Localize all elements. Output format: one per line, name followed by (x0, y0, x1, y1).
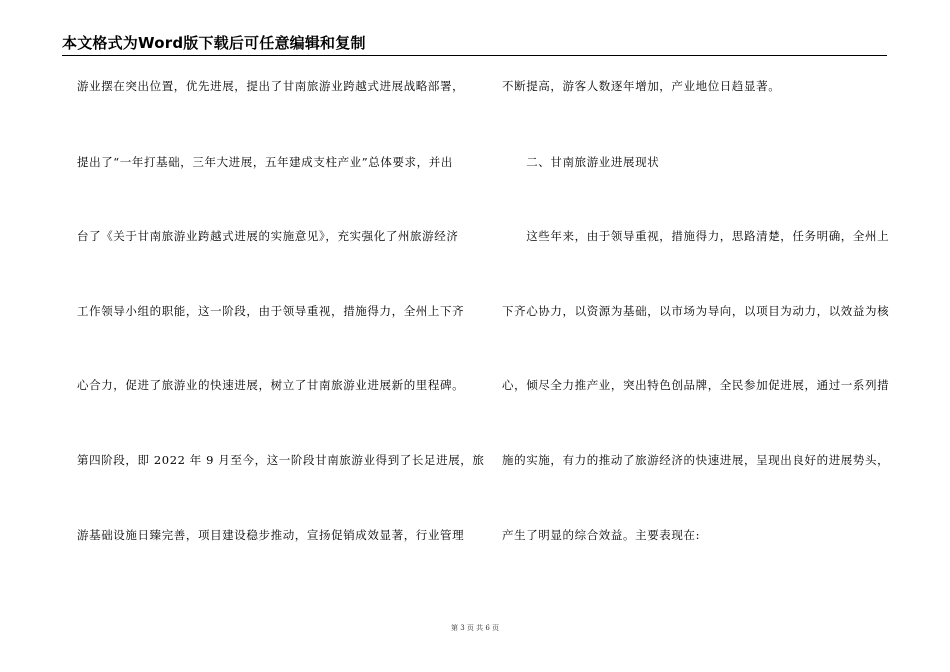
text-line: 第四阶段，即 2022 年 9 月至今，这一阶段甘南旅游业得到了长足进展，旅 (77, 453, 485, 467)
section-heading: 二、甘南旅游业进展现状 (502, 155, 660, 169)
text-line: 这些年来，由于领导重视，措施得力，思路清楚，任务明确，全州上 (502, 229, 890, 243)
text-line: 工作领导小组的职能，这一阶段，由于领导重视，措施得力，全州上下齐 (77, 304, 465, 318)
text-line: 提出了“一年打基础，三年大进展，五年建成支柱产业”总体要求，并出 (77, 155, 453, 169)
text-line: 心合力，促进了旅游业的快速进展，树立了甘南旅游业进展新的里程碑。 (77, 378, 465, 392)
text-line: 心，倾尽全力推产业，突出特色创品牌，全民参加促进展，通过一系列措 (502, 378, 890, 392)
text-line: 施的实施，有力的推动了旅游经济的快速进展，呈现出良好的进展势头， (502, 453, 890, 467)
header-divider (62, 55, 887, 56)
text-line: 不断提高，游客人数逐年增加，产业地位日趋显著。 (502, 79, 781, 93)
page-number: 第 3 页 共 6 页 (450, 624, 500, 632)
text-line: 产生了明显的综合效益。主要表现在: (502, 528, 701, 542)
document-header-title: 本文格式为Word版下载后可任意编辑和复制 (62, 34, 366, 52)
text-line: 游业摆在突出位置，优先进展，提出了甘南旅游业跨越式进展战略部署， (77, 79, 465, 93)
text-line: 台了《关于甘南旅游业跨越式进展的实施意见》，充实强化了州旅游经济 (77, 229, 459, 243)
text-line: 下齐心协力，以资源为基础，以市场为导向，以项目为动力，以效益为核 (502, 304, 890, 318)
text-line: 游基础设施日臻完善，项目建设稳步推动，宣扬促销成效显著，行业管理 (77, 528, 465, 542)
